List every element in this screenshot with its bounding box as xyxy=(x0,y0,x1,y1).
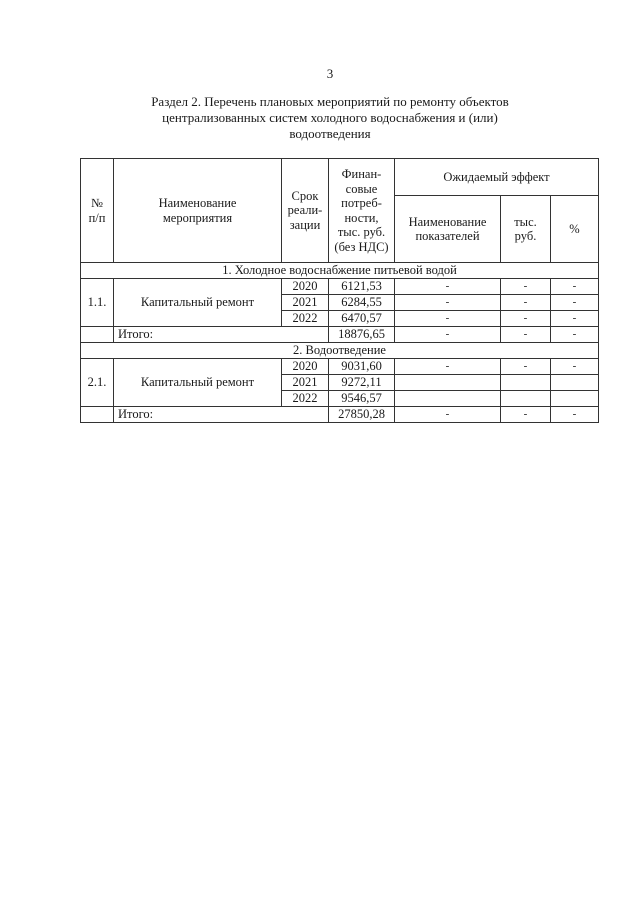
total-row xyxy=(81,407,599,423)
total-row xyxy=(81,327,599,343)
amount-cell: 9031,60 xyxy=(329,359,395,375)
indicator-cell xyxy=(395,391,501,407)
indicator-cell: - xyxy=(395,407,501,423)
header-indicators: Наименование показателей xyxy=(395,196,501,263)
header-number: № п/п xyxy=(81,159,114,263)
indicator-cell: - xyxy=(395,327,501,343)
table-row xyxy=(81,359,599,375)
percent-cell: - xyxy=(551,295,599,311)
year-cell: 2020 xyxy=(282,359,329,375)
thousand-cell xyxy=(501,375,551,391)
page-number: 3 xyxy=(326,66,334,81)
year-cell: 2021 xyxy=(282,375,329,391)
amount-cell: 9546,57 xyxy=(329,391,395,407)
heading-line-3: водоотведения xyxy=(289,126,371,141)
amount-cell: 6284,55 xyxy=(329,295,395,311)
amount-cell: 6470,57 xyxy=(329,311,395,327)
total-label: Итого: xyxy=(114,407,329,423)
percent-cell: - xyxy=(551,327,599,343)
header-percent: % xyxy=(551,196,599,263)
indicator-cell: - xyxy=(395,311,501,327)
indicator-cell: - xyxy=(395,279,501,295)
percent-cell xyxy=(551,375,599,391)
percent-cell: - xyxy=(551,279,599,295)
total-amount: 18876,65 xyxy=(329,327,395,343)
indicator-cell: - xyxy=(395,295,501,311)
year-cell: 2022 xyxy=(282,391,329,407)
header-expected-effect: Ожидаемый эффект xyxy=(395,159,599,196)
heading-line-2: централизованных систем холодного водоснабжения и (или) xyxy=(162,110,498,125)
percent-cell: - xyxy=(551,407,599,423)
thousand-cell: - xyxy=(501,327,551,343)
section-title: 1. Холодное водоснабжение питьевой водой xyxy=(81,263,599,279)
year-cell: 2020 xyxy=(282,279,329,295)
thousand-cell: - xyxy=(501,407,551,423)
year-cell: 2022 xyxy=(282,311,329,327)
percent-cell: - xyxy=(551,359,599,375)
total-label: Итого: xyxy=(114,327,329,343)
item-number: 1.1. xyxy=(81,279,114,327)
item-name: Капитальный ремонт xyxy=(114,279,282,327)
section-title: 2. Водоотведение xyxy=(81,343,599,359)
item-number: 2.1. xyxy=(81,359,114,407)
amount-cell: 6121,53 xyxy=(329,279,395,295)
thousand-cell: - xyxy=(501,311,551,327)
header-measure-name: Наименование мероприятия xyxy=(114,159,282,263)
indicator-cell xyxy=(395,375,501,391)
header-financial-needs: Финан- совые потреб- ности, тыс. руб. (без НДС) xyxy=(329,159,395,263)
total-amount: 27850,28 xyxy=(329,407,395,423)
thousand-cell: - xyxy=(501,295,551,311)
table-row xyxy=(81,279,599,295)
section-heading xyxy=(90,94,570,142)
thousand-cell xyxy=(501,391,551,407)
header-term: Срок реали- зации xyxy=(282,159,329,263)
indicator-cell: - xyxy=(395,359,501,375)
item-name: Капитальный ремонт xyxy=(114,359,282,407)
year-cell: 2021 xyxy=(282,295,329,311)
thousand-cell: - xyxy=(501,279,551,295)
amount-cell: 9272,11 xyxy=(329,375,395,391)
percent-cell xyxy=(551,391,599,407)
thousand-cell: - xyxy=(501,359,551,375)
measures-table xyxy=(80,158,599,423)
total-number-cell xyxy=(81,327,114,343)
total-number-cell xyxy=(81,407,114,423)
header-thousand-rub: тыс. руб. xyxy=(501,196,551,263)
percent-cell: - xyxy=(551,311,599,327)
heading-line-1: Раздел 2. Перечень плановых мероприятий по ремонту объектов xyxy=(151,94,509,109)
